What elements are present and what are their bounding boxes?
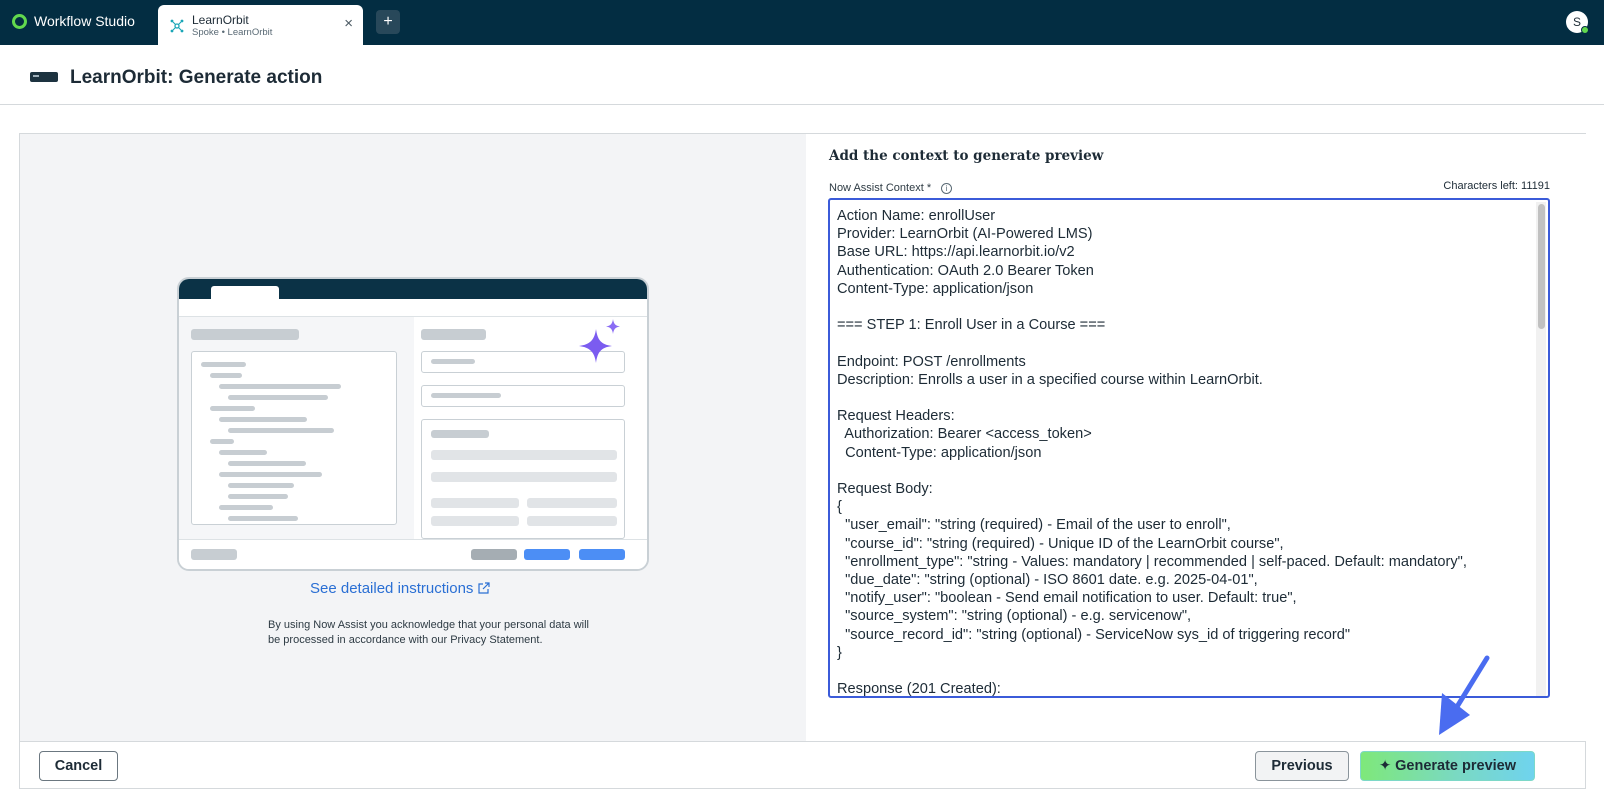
context-text: Action Name: enrollUser Provider: LearnOrbit (AI-Powered LMS) Base URL: https://api.learnorbit.io/v2 Authentication: OAuth 2.0 Bearer Token Content-Type: application/json === STEP 1: Enroll User in a Course === Endpoint: POST /enrollments Description: Enrolls a user in a specified course within LearnOrbit. Request Headers: Authorization: Bearer <access_token> Content-Type: application/json Request Body: { "user_email": "string (required) - Email of the user to enroll", "course_id": "string (required) - Unique ID of the LearnOrbit course", "enrollment_type": "string - Values: mandatory | recommended | self-paced. Default: mandatory", "due_date": "string (optional) - ISO 8601 date. e.g. 2025-04-01", "notify_user": "boolean - Send email notification to user. Default: true", "source_system": "string (optional) - e.g. servicenow", "source_record_id": "string (optional) - ServiceNow sys_id of triggering record" } Response (201 Created):	[837, 208, 1467, 698]
illustration-line	[210, 373, 242, 378]
context-pane	[806, 134, 1586, 741]
illustration-line	[201, 362, 246, 367]
illustration-button	[191, 549, 237, 560]
generate-action-panel	[19, 133, 1586, 789]
sparkle-icon	[579, 319, 625, 365]
illustration-line	[228, 483, 294, 488]
add-tab-button[interactable]: +	[376, 10, 400, 34]
spoke-network-icon	[170, 19, 184, 33]
external-link-icon	[477, 582, 490, 595]
illustration-line	[219, 505, 273, 510]
illustration-line	[431, 472, 617, 482]
illustration-pane	[20, 134, 806, 741]
illustration-line	[431, 430, 489, 438]
info-icon[interactable]: i	[941, 183, 952, 194]
avatar-initial: S	[1572, 15, 1581, 29]
detailed-instructions-link[interactable]	[310, 580, 490, 597]
illustration-line	[219, 472, 322, 477]
brand-logo-icon	[12, 14, 27, 29]
app-name: Workflow Studio	[34, 13, 135, 29]
illustration-line	[228, 461, 306, 466]
illustration-strip	[179, 299, 647, 317]
spoke-logo-icon	[30, 72, 58, 82]
now-assist-context-textarea[interactable]	[828, 198, 1550, 698]
avatar[interactable]	[1566, 11, 1588, 33]
illustration-line	[219, 384, 341, 389]
illustration-line	[228, 395, 328, 400]
illustration-tab	[211, 286, 279, 299]
characters-left-counter: Characters left: 11191	[1443, 180, 1550, 192]
instructions-link-text: See detailed instructions	[310, 580, 474, 597]
top-bar	[0, 0, 1604, 45]
action-footer	[20, 741, 1585, 788]
illustration-line	[219, 417, 307, 422]
illustration-line	[228, 428, 334, 433]
tab-learnorbit[interactable]	[158, 5, 363, 45]
illustration-line	[431, 393, 501, 398]
illustration-left-pane	[179, 317, 414, 539]
illustration-button	[524, 549, 570, 560]
illustration-line	[527, 498, 617, 508]
illustration-bar	[421, 329, 486, 340]
generate-preview-button[interactable]: ✦ Generate preview	[1360, 751, 1535, 781]
context-field-label	[829, 182, 952, 194]
illustration-line	[431, 498, 519, 508]
context-heading: Add the context to generate preview	[829, 148, 1104, 164]
tab-subtitle: Spoke • LearnOrbit	[192, 27, 273, 38]
illustration-line	[431, 359, 475, 364]
previous-button[interactable]: Previous	[1255, 751, 1349, 781]
ui-illustration	[177, 277, 649, 571]
app-brand[interactable]	[12, 13, 135, 29]
scrollbar-thumb[interactable]	[1538, 204, 1545, 329]
context-label-text: Now Assist Context *	[829, 182, 932, 194]
cancel-button[interactable]: Cancel	[39, 751, 118, 781]
illustration-line	[219, 450, 267, 455]
illustration-button	[471, 549, 517, 560]
status-dot	[1581, 26, 1589, 34]
illustration-bar	[191, 329, 299, 340]
illustration-line	[527, 516, 617, 526]
illustration-line	[431, 516, 519, 526]
illustration-code-box	[191, 351, 397, 525]
page-title: LearnOrbit: Generate action	[70, 67, 323, 88]
pointer-arrow-icon	[1430, 655, 1520, 755]
illustration-line	[228, 494, 288, 499]
illustration-input	[421, 385, 625, 407]
illustration-line	[210, 406, 255, 411]
illustration-footer	[179, 539, 647, 571]
page-header	[0, 45, 1604, 105]
illustration-line	[431, 450, 617, 460]
privacy-disclaimer: By using Now Assist you acknowledge that your personal data will be processed in accordance with our Privacy Statement.	[268, 619, 590, 646]
close-icon[interactable]: ×	[344, 15, 353, 32]
tab-title: LearnOrbit	[192, 13, 249, 27]
illustration-line	[210, 439, 234, 444]
illustration-card	[421, 419, 625, 539]
illustration-button	[579, 549, 625, 560]
illustration-line	[228, 516, 298, 521]
